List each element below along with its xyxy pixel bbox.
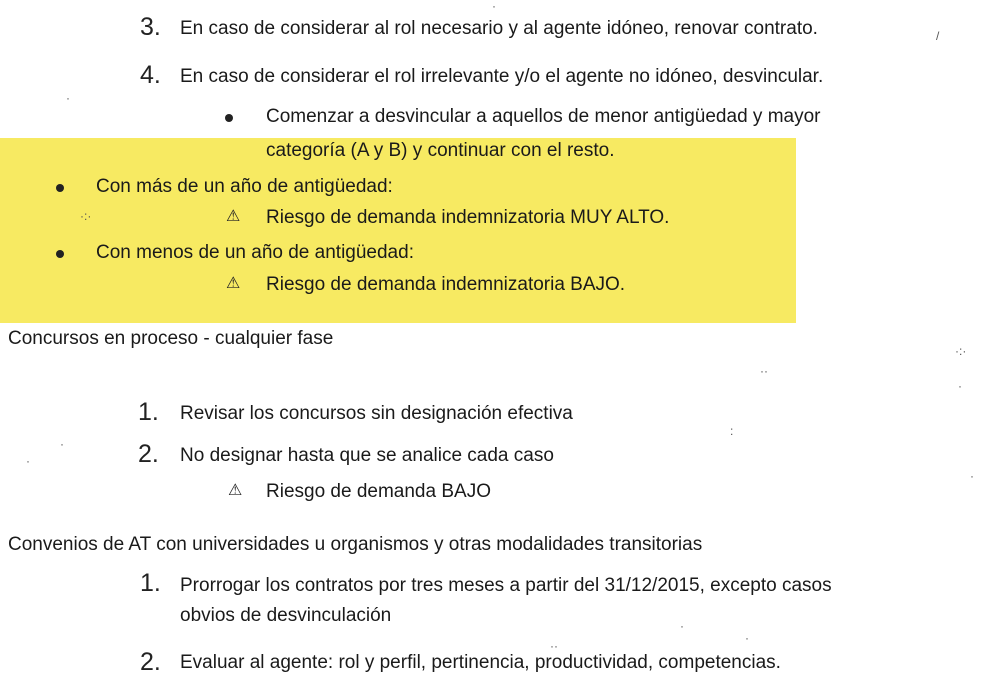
risk-text: Riesgo de demanda BAJO bbox=[266, 481, 491, 502]
risk-text: Riesgo de demanda indemnizatoria MUY ALTO. bbox=[266, 207, 670, 228]
scan-speck: : bbox=[730, 424, 734, 438]
scan-speck: · bbox=[745, 631, 749, 645]
scan-speck: · bbox=[680, 619, 684, 633]
warning-icon: ⚠ bbox=[226, 208, 241, 225]
bullet-text: Con más de un año de antigüedad: bbox=[96, 176, 393, 197]
bleed-through-text bbox=[30, 36, 35, 56]
scan-speck: ·:· bbox=[80, 209, 92, 223]
section-heading: Convenios de AT con universidades u organismos y otras modalidades transitorias bbox=[8, 534, 703, 555]
list-item-text: Prorrogar los contratos por tres meses a partir del 31/12/2015, excepto casos bbox=[180, 575, 832, 596]
bullet-text: Con menos de un año de antigüedad: bbox=[96, 242, 414, 263]
list-number: 1. bbox=[140, 569, 161, 597]
bullet-dot bbox=[56, 184, 64, 192]
section-heading: Concursos en proceso - cualquier fase bbox=[8, 328, 334, 349]
bullet-dot bbox=[56, 250, 64, 258]
scan-speck: · bbox=[970, 469, 974, 483]
list-item-text: En caso de considerar al rol necesario y al agente idóneo, renovar contrato. bbox=[180, 18, 818, 39]
scan-speck: / bbox=[936, 29, 940, 43]
list-item-text: Evaluar al agente: rol y perfil, pertinencia, productividad, competencias. bbox=[180, 652, 781, 673]
scan-speck: · bbox=[958, 379, 962, 393]
scan-speck: ·· bbox=[760, 364, 768, 378]
scan-speck: ·· bbox=[550, 639, 558, 653]
list-item-text: En caso de considerar el rol irrelevante y/o el agente no idóneo, desvincular. bbox=[180, 66, 824, 87]
risk-text: Riesgo de demanda indemnizatoria BAJO. bbox=[266, 274, 626, 295]
warning-icon: ⚠ bbox=[228, 482, 243, 499]
scan-speck: ·:· bbox=[955, 344, 967, 358]
scan-speck: · bbox=[26, 454, 30, 468]
list-number: 3. bbox=[140, 13, 161, 41]
warning-icon: ⚠ bbox=[226, 275, 241, 292]
scan-speck: · bbox=[66, 91, 70, 105]
list-item-text: No designar hasta que se analice cada caso bbox=[180, 445, 554, 466]
list-number: 1. bbox=[138, 398, 159, 426]
scan-speck: · bbox=[60, 437, 64, 451]
list-number: 2. bbox=[140, 648, 161, 676]
list-item-text-cont: obvios de desvinculación bbox=[180, 605, 392, 626]
sub-bullet-line-1: Comenzar a desvincular a aquellos de menor antigüedad y mayor bbox=[266, 106, 821, 127]
list-number: 2. bbox=[138, 440, 159, 468]
bullet-dot bbox=[225, 114, 233, 122]
sub-bullet-line-2: categoría (A y B) y continuar con el resto. bbox=[266, 140, 615, 161]
scan-speck: · bbox=[492, 0, 496, 13]
list-item-text: Revisar los concursos sin designación efectiva bbox=[180, 403, 573, 424]
list-number: 4. bbox=[140, 61, 161, 89]
